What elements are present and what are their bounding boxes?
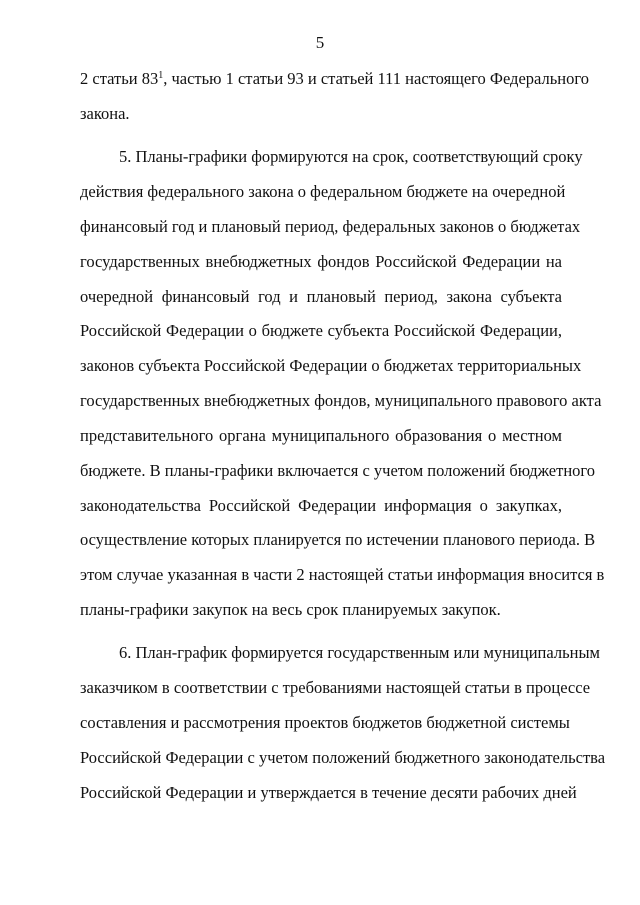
text-line: Российской Федерации о бюджете субъекта Российской Федерации, bbox=[80, 321, 562, 340]
superscript: 1 bbox=[158, 70, 164, 81]
text-line: заказчиком в соответствии с требованиями настоящей статьи в процессе bbox=[80, 678, 591, 697]
paragraph-start-line: 6. План-график формируется государственным или муниципальным bbox=[119, 643, 600, 662]
text-line: Российской Федерации и утверждается в течение десяти рабочих дней bbox=[80, 783, 577, 802]
text-line: этом случае указанная в части 2 настоящей статьи информация вносится в bbox=[80, 565, 605, 584]
text-line: бюджете. В планы-графики включается с учетом положений бюджетного bbox=[80, 461, 596, 480]
text-line: государственных внебюджетных фондов, муниципального правового акта bbox=[80, 391, 602, 410]
text-line: осуществление которых планируется по истечении планового периода. В bbox=[80, 530, 596, 549]
text-line: финансовый год и плановый период, федеральных законов о бюджетах bbox=[80, 217, 581, 236]
text-line: составления и рассмотрения проектов бюджетов бюджетной системы bbox=[80, 713, 570, 732]
text-line: действия федерального закона о федеральном бюджете на очередной bbox=[80, 182, 566, 201]
text-line: закона. bbox=[80, 104, 130, 123]
text-line: планы-графики закупок на весь срок планируемых закупок. bbox=[80, 600, 501, 619]
text-line: очередной финансовый год и плановый период, закона субъекта bbox=[80, 287, 562, 306]
text-line: 2 статьи $83^1$, частью 1 статьи 93 и статьей 111 настоящего Федерального bbox=[80, 69, 589, 88]
paragraph-start-line: 5. Планы-графики формируются на срок, соответствующий сроку bbox=[119, 147, 583, 166]
text-line: законодательства Российской Федерации информация о закупках, bbox=[80, 496, 562, 515]
text-line: Российской Федерации с учетом положений бюджетного законодательства bbox=[80, 748, 606, 767]
text-line: представительного органа муниципального образования о местном bbox=[80, 426, 562, 445]
text-line: законов субъекта Российской Федерации о бюджетах территориальных bbox=[80, 356, 582, 375]
page-number: 5 bbox=[315, 33, 325, 52]
text-line: государственных внебюджетных фондов Российской Федерации на bbox=[80, 252, 562, 271]
